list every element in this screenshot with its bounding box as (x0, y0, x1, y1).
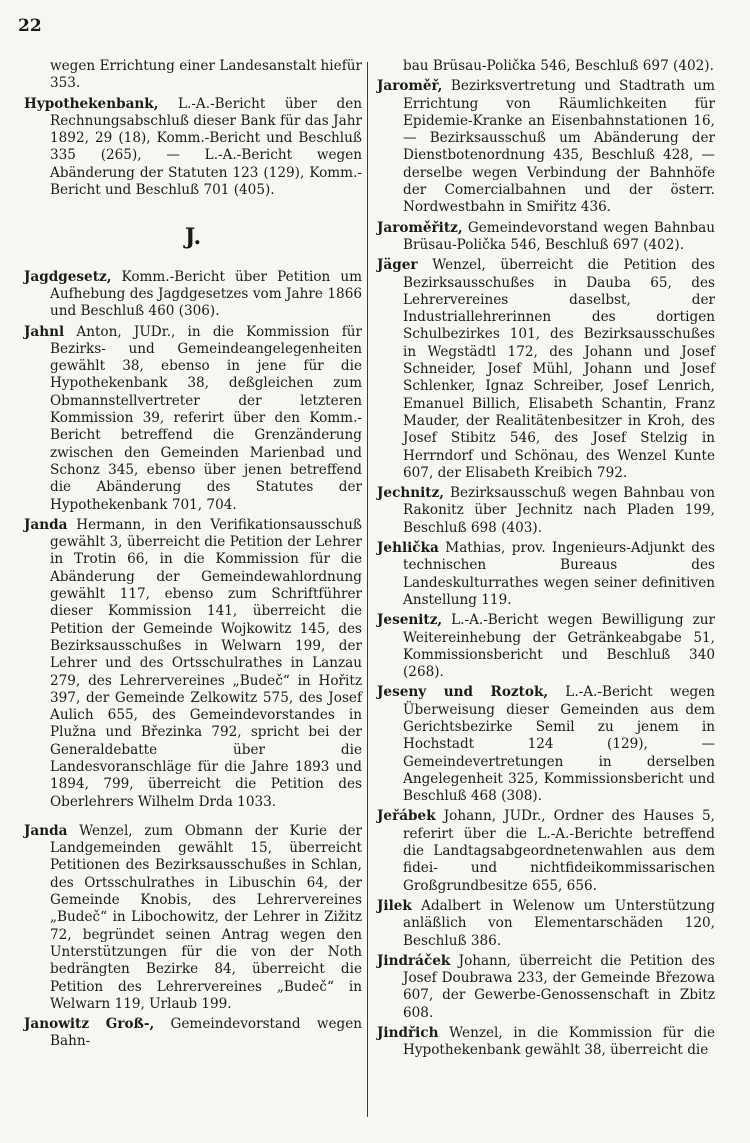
entry-head: Jagdgesetz, (24, 268, 112, 285)
index-entry (377, 953, 715, 1022)
entry-text: Gemeindevorstand wegen Bahn- (50, 1016, 363, 1050)
index-entry (24, 269, 362, 321)
entry-head: Jäger (377, 257, 418, 274)
entry-head: Janda (24, 822, 68, 839)
column-divider (367, 62, 368, 1117)
entry-text: Anton, JUDr., in die Kommission für Bezirks- und Gemeindeangelegenheiten gewählt 38, ebenso in jene für die Hypothekenbank 38, deßgleichen zum Obmannstellvertreter der letzteren Kommission 39, referirt über den Komm.-Bericht betreffend die Grenzänderung zwischen den Gemeinden Marienbad und Schonz 345, ebenso über jenen betreffend die Abänderung des Statutes der Hypothekenbank 701, 704. (50, 323, 362, 513)
entry-text: Bezirksausschuß wegen Bahnbau von Rakonitz über Jechnitz nach Pladen 199, Beschluß 698 (403). (403, 485, 715, 536)
entry-text: Hermann, in den Verifikationsausschuß gewählt 3, überreicht die Petition der Lehrer in Trotin 66, in die Kommission für die Abänderung der Gemeindewahlordnung gewählt 117, ebenso zum Schriftführer dieser Kommission 141, überreicht die Petition der Gemeinde Wojkowitz 145, des Bezirksausschußes in Welwarn 199, der Lehrer und des Ortsschulrathes in Lanzau 279, des Lehrervereines „Budeč“ in Hořitz 397, der Gemeinde Zelkowitz 575, des Josef Aulich 655, des Gemeindevorstandes in Plužna und Březinka 792, spricht bei der Generaldebatte über die Landesvoranschläge für die Jahre 1893 und 1894, 799, überreicht die Petition des Oberlehrers Wilhelm Drda 1033. (50, 516, 362, 810)
index-entry (377, 58, 715, 75)
index-entry (24, 324, 362, 514)
entry-text: Mathias, prov. Ingenieurs-Adjunkt des technischen Bureaus des Landeskulturrathes wegen seiner definitiven Anstellung 119. (403, 540, 715, 608)
page-number: 22 (18, 16, 42, 36)
entry-head: Janowitz Groß-, (24, 1016, 155, 1033)
entry-text: Johann, JUDr., Ordner des Hauses 5, referirt über die L.-A.-Berichte betreffend die Landtagsabgeordnetenwahlen aus dem fidei- und nichtfideikommissarischen Großgrundbesitze 655, 656. (403, 808, 715, 894)
entry-head: Jehlička (377, 540, 439, 557)
index-entry (377, 898, 715, 950)
index-entry (377, 808, 715, 894)
index-entry (24, 517, 362, 811)
index-entry (377, 485, 715, 537)
entry-head: Jechnitz, (377, 485, 445, 502)
index-entry (377, 1025, 715, 1060)
entry-text: Johann, überreicht die Petition des Josef Doubrawa 233, der Gemeinde Březowa 607, der Gewerbe-Genossenschaft in Zbitz 608. (403, 952, 715, 1021)
index-entry (377, 78, 715, 216)
entry-head: Jindřich (377, 1025, 439, 1042)
entry-head: Jeřábek (377, 808, 436, 825)
left-column (24, 58, 362, 1054)
index-entry (24, 58, 362, 93)
entry-text: Wenzel, überreicht die Petition des Bezirksausschußes in Dauba 65, des Lehrervereines daselbst, der Industriallehrerinnen des dortigen Schulbezirkes 101, des Bezirksausschußes in Wegstädtl 172, des Johann und Josef Schneider, Josef Mühl, Johann und Josef Schlenker, Ignaz Schreiber, Josef Lenrich, Emanuel Billich, Elisabeth Schantin, Franz Mauder, der Realitätenbesitzer in Kroh, des Josef Stibitz 546, des Josef Stelzig in Herrndorf und Schönau, des Wenzel Kunte 607, der Elisabeth Kreibich 792. (403, 257, 715, 481)
entry-text: Bezirksvertretung und Stadtrath um Errichtung von Räumlichkeiten für Epidemie-Kranke an Eisenbahnstationen 16, — Bezirksausschuß um Abänderung der Dienstbotenordnung 435, Beschluß 428, — derselbe wegen Verbindung der Bahnhöfe der Comercialbahnen und der österr. Nordwestbahn in Smiřitz 436. (403, 78, 715, 216)
section-letter: J. (184, 224, 202, 251)
entry-head: Janda (24, 516, 68, 533)
entry-text: Wenzel, in die Kommission für die Hypothekenbank gewählt 38, überreicht die (403, 1025, 715, 1059)
entry-head: Jilek (377, 897, 412, 914)
right-column (377, 58, 715, 1063)
entry-text: Wenzel, zum Obmann der Kurie der Landgemeinden gewählt 15, überreicht Petitionen des Bezirksausschußes in Schlan, des Ortsschulrathes in Libuschin 64, der Gemeinde Knobis, des Lehrervereines „Budeč“ in Libochowitz, der Lehrer in Zižitz 72, begründet seinen Antrag wegen den Unterstützungen für die von der Noth bedrängten Bezirke 84, überreicht die Petition des Lehrervereines „Budeč“ in Welwarn 119, Urlaub 199. (50, 822, 362, 1012)
entry-head: Jahnl (24, 323, 65, 340)
index-entry (24, 823, 362, 1013)
entry-head: Jeseny und Roztok, (377, 684, 549, 701)
index-entry (24, 96, 362, 200)
index-entry (377, 684, 715, 805)
index-entry (377, 612, 715, 681)
index-entry (377, 257, 715, 482)
entry-text: L.-A.-Bericht über den Rechnungsabschluß dieser Bank für das Jahr 1892, 29 (18), Komm.-Bericht und Beschluß 335 (265), — L.-A.-Bericht wegen Abänderung der Statuten 123 (129), Komm.-Bericht und Beschluß 701 (405). (50, 95, 362, 199)
index-entry (24, 1016, 362, 1051)
entry-text: Adalbert in Welenow um Unterstützung anläßlich von Elementarschäden 120, Beschluß 386. (403, 897, 715, 949)
index-entry (377, 540, 715, 609)
entry-text: L.-A.-Bericht wegen Bewilligung zur Weitereinhebung der Getränkeabgabe 51, Kommissionsbericht und Beschluß 340 (268). (403, 612, 715, 681)
entry-text: Gemeindevorstand wegen Bahnbau Brüsau-Polička 546, Beschluß 697 (402). (403, 219, 715, 253)
entry-head: Jaroměř, (377, 78, 443, 95)
entry-head: Jindráček (377, 952, 451, 969)
entry-text: wegen Errichtung einer Landesanstalt hiefür 353. (50, 58, 362, 92)
entry-head: Hypothekenbank, (24, 95, 159, 112)
entry-text: Komm.-Bericht über Petition um Aufhebung des Jagdgesetzes vom Jahre 1866 und Beschluß 460 (306). (50, 268, 362, 320)
entry-text: bau Brüsau-Polička 546, Beschluß 697 (402). (403, 58, 714, 74)
entry-head: Jaroměřitz, (377, 219, 463, 236)
entry-text: L.-A.-Bericht wegen Überweisung dieser Gemeinden aus dem Gerichtsbezirke Semil zu jenem in Hochstadt 124 (129), — Gemeindevertretungen in derselben Angelegenheit 325, Kommissionsbericht und Beschluß 468 (308). (403, 684, 715, 805)
index-entry (377, 220, 715, 255)
entry-head: Jesenitz, (377, 612, 443, 629)
